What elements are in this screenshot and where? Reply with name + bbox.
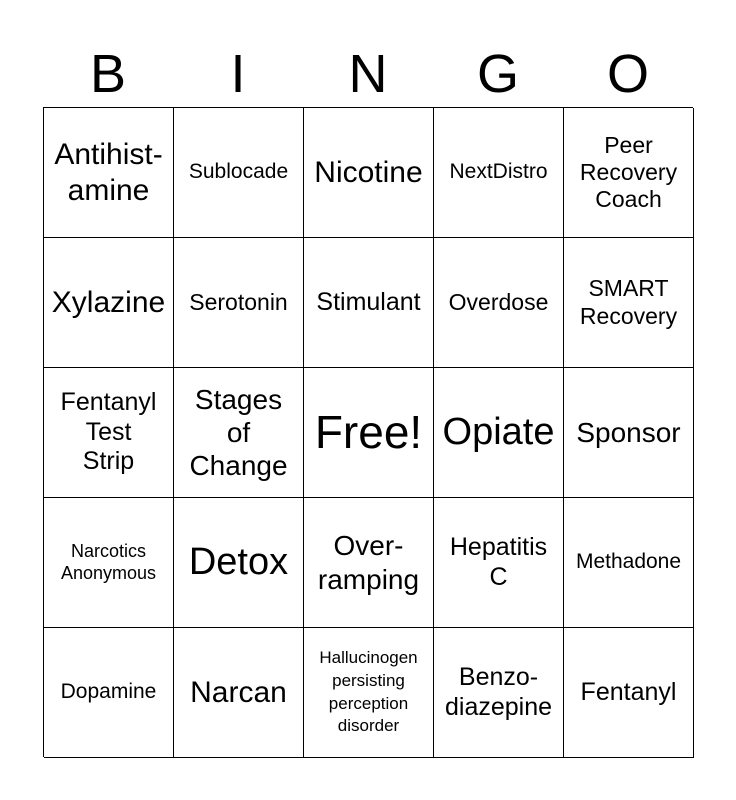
header-letter-g: G [476,44,519,104]
bingo-header [43,40,693,108]
bingo-cell-label: Peer Recovery Coach [579,131,678,213]
bingo-cell-r3-c5[interactable] [564,368,694,498]
bingo-cell-label: Sponsor [576,416,681,448]
bingo-cell-label: Opiate [442,411,555,454]
bingo-cell-label: Detox [188,541,289,584]
bingo-board [43,107,693,757]
bingo-cell-label: Over- ramping [317,530,420,595]
bingo-cell-label: Narcan [190,675,287,709]
bingo-cell-label: Narcotics Anonymous [60,541,157,583]
bingo-cell-r5-c4[interactable] [434,628,564,758]
bingo-cell-r5-c5[interactable] [564,628,694,758]
bingo-cell-label: Free! [314,406,423,459]
bingo-cell-r4-c5[interactable] [564,498,694,628]
bingo-cell-label: Sublocade [188,160,289,184]
bingo-cell-r1-c3[interactable] [304,108,434,238]
bingo-cell-r4-c3[interactable] [304,498,434,628]
bingo-cell-label: Nicotine [314,155,423,189]
bingo-cell-r1-c2[interactable] [174,108,304,238]
bingo-cell-r2-c2[interactable] [174,238,304,368]
bingo-cell-r1-c5[interactable] [564,108,694,238]
bingo-cell-r1-c1[interactable] [44,108,174,238]
bingo-cell-r5-c1[interactable] [44,628,174,758]
bingo-cell-label: Antihist- amine [54,138,163,207]
bingo-cell-label: Stages of Change [189,383,288,482]
bingo-free-space[interactable] [304,368,434,498]
bingo-cell-r4-c2[interactable] [174,498,304,628]
header-letter-b: B [89,44,127,104]
bingo-cell-label: SMART Recovery [579,275,678,329]
bingo-cell-label: Benzo- diazepine [444,663,553,721]
bingo-cell-r2-c3[interactable] [304,238,434,368]
bingo-cell-label: Overdose [448,288,549,315]
bingo-cell-r2-c1[interactable] [44,238,174,368]
bingo-cell-r2-c5[interactable] [564,238,694,368]
header-letter-i: I [230,44,246,104]
bingo-cell-label: Serotonin [189,288,288,315]
bingo-cell-label: Fentanyl [580,677,677,706]
bingo-cell-r4-c4[interactable] [434,498,564,628]
bingo-cell-r3-c2[interactable] [174,368,304,498]
bingo-cell-label: NextDistro [449,160,548,184]
bingo-cell-r2-c4[interactable] [434,238,564,368]
bingo-cell-label: Hepatitis C [449,533,548,591]
bingo-cell-r3-c1[interactable] [44,368,174,498]
bingo-cell-label: Hallucinogen persisting perception disorder [319,647,418,736]
bingo-cell-r5-c2[interactable] [174,628,304,758]
bingo-cell-r3-c4[interactable] [434,368,564,498]
bingo-cell-label: Dopamine [60,680,157,704]
bingo-cell-label: Stimulant [316,287,421,316]
bingo-cell-r5-c3[interactable] [304,628,434,758]
bingo-cell-label: Methadone [575,550,682,574]
header-letter-o: O [606,44,649,104]
bingo-cell-r4-c1[interactable] [44,498,174,628]
bingo-cell-label: Fentanyl Test Strip [60,388,157,476]
header-letter-n: N [348,44,388,104]
bingo-cell-r1-c4[interactable] [434,108,564,238]
bingo-cell-label: Xylazine [51,285,166,319]
